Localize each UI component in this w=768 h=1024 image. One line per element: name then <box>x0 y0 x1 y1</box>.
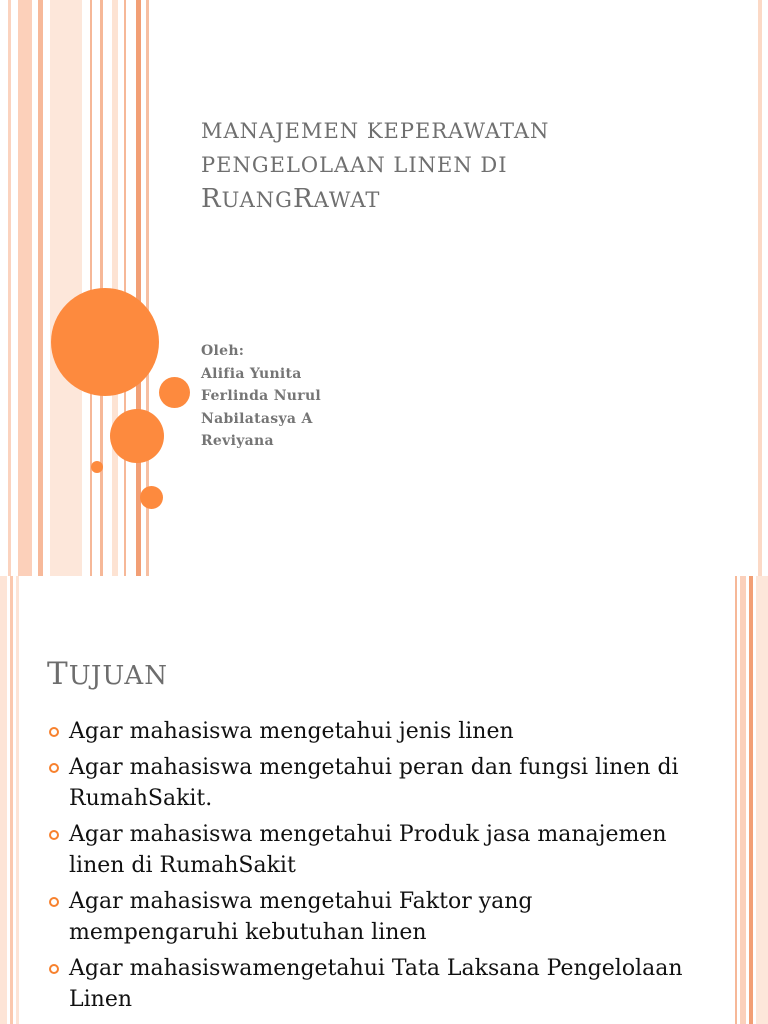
list-item: Agar mahasiswa mengetahui Faktor yang mempengaruhi kebutuhan linen <box>48 886 708 949</box>
dot-circle-decoration <box>91 461 103 473</box>
circle-bullet-icon <box>49 897 59 907</box>
author-name: Nabilatasya A <box>201 410 313 427</box>
objectives-slide <box>0 576 768 1024</box>
decorative-stripe <box>758 0 762 576</box>
circle-bullet-icon <box>49 964 59 974</box>
title-line: PENGELOLAAN LINEN DI <box>201 153 508 177</box>
author-name: Reviyana <box>201 433 274 449</box>
author-name: Ferlinda Nurul <box>201 388 322 404</box>
author-name: Alifia Yunita <box>201 365 302 382</box>
decorative-stripe <box>740 576 746 1024</box>
decorative-stripe <box>0 576 7 1024</box>
medium-circle-decoration <box>110 409 164 463</box>
small-circle-decoration <box>140 486 163 509</box>
decorative-stripe <box>136 0 141 576</box>
circle-bullet-icon <box>49 763 59 773</box>
decorative-stripe <box>735 576 737 1024</box>
decorative-stripe <box>8 0 11 576</box>
circle-bullet-icon <box>49 830 59 840</box>
decorative-stripe <box>756 576 768 1024</box>
small-circle-decoration <box>159 377 190 408</box>
decorative-stripe <box>50 0 82 576</box>
decorative-stripe <box>10 576 13 1024</box>
title-line: RUANGRAWAT <box>201 184 381 214</box>
decorative-stripe <box>90 0 92 576</box>
list-item: Agar mahasiswamengetahui Tata Laksana Pengelolaan Linen <box>48 953 708 1016</box>
list-item: Agar mahasiswa mengetahui Produk jasa manajemen linen di RumahSakit <box>48 819 708 882</box>
decorative-stripe <box>749 576 753 1024</box>
circle-bullet-icon <box>49 727 59 737</box>
title-line: MANAJEMEN KEPERAWATAN <box>201 119 550 143</box>
objectives-list <box>48 716 708 1020</box>
list-item: Agar mahasiswa mengetahui peran dan fungsi linen di RumahSakit. <box>48 752 708 815</box>
author-list <box>201 340 321 453</box>
list-item: Agar mahasiswa mengetahui jenis linen <box>48 716 708 748</box>
author-label: Oleh: <box>201 343 245 359</box>
decorative-stripe <box>18 0 32 576</box>
large-circle-decoration <box>51 288 159 396</box>
slide-title <box>201 114 741 217</box>
slide-heading: TUJUAN <box>47 656 168 692</box>
decorative-stripe <box>38 0 43 576</box>
decorative-stripe <box>16 576 19 1024</box>
decorative-stripe <box>124 0 126 576</box>
